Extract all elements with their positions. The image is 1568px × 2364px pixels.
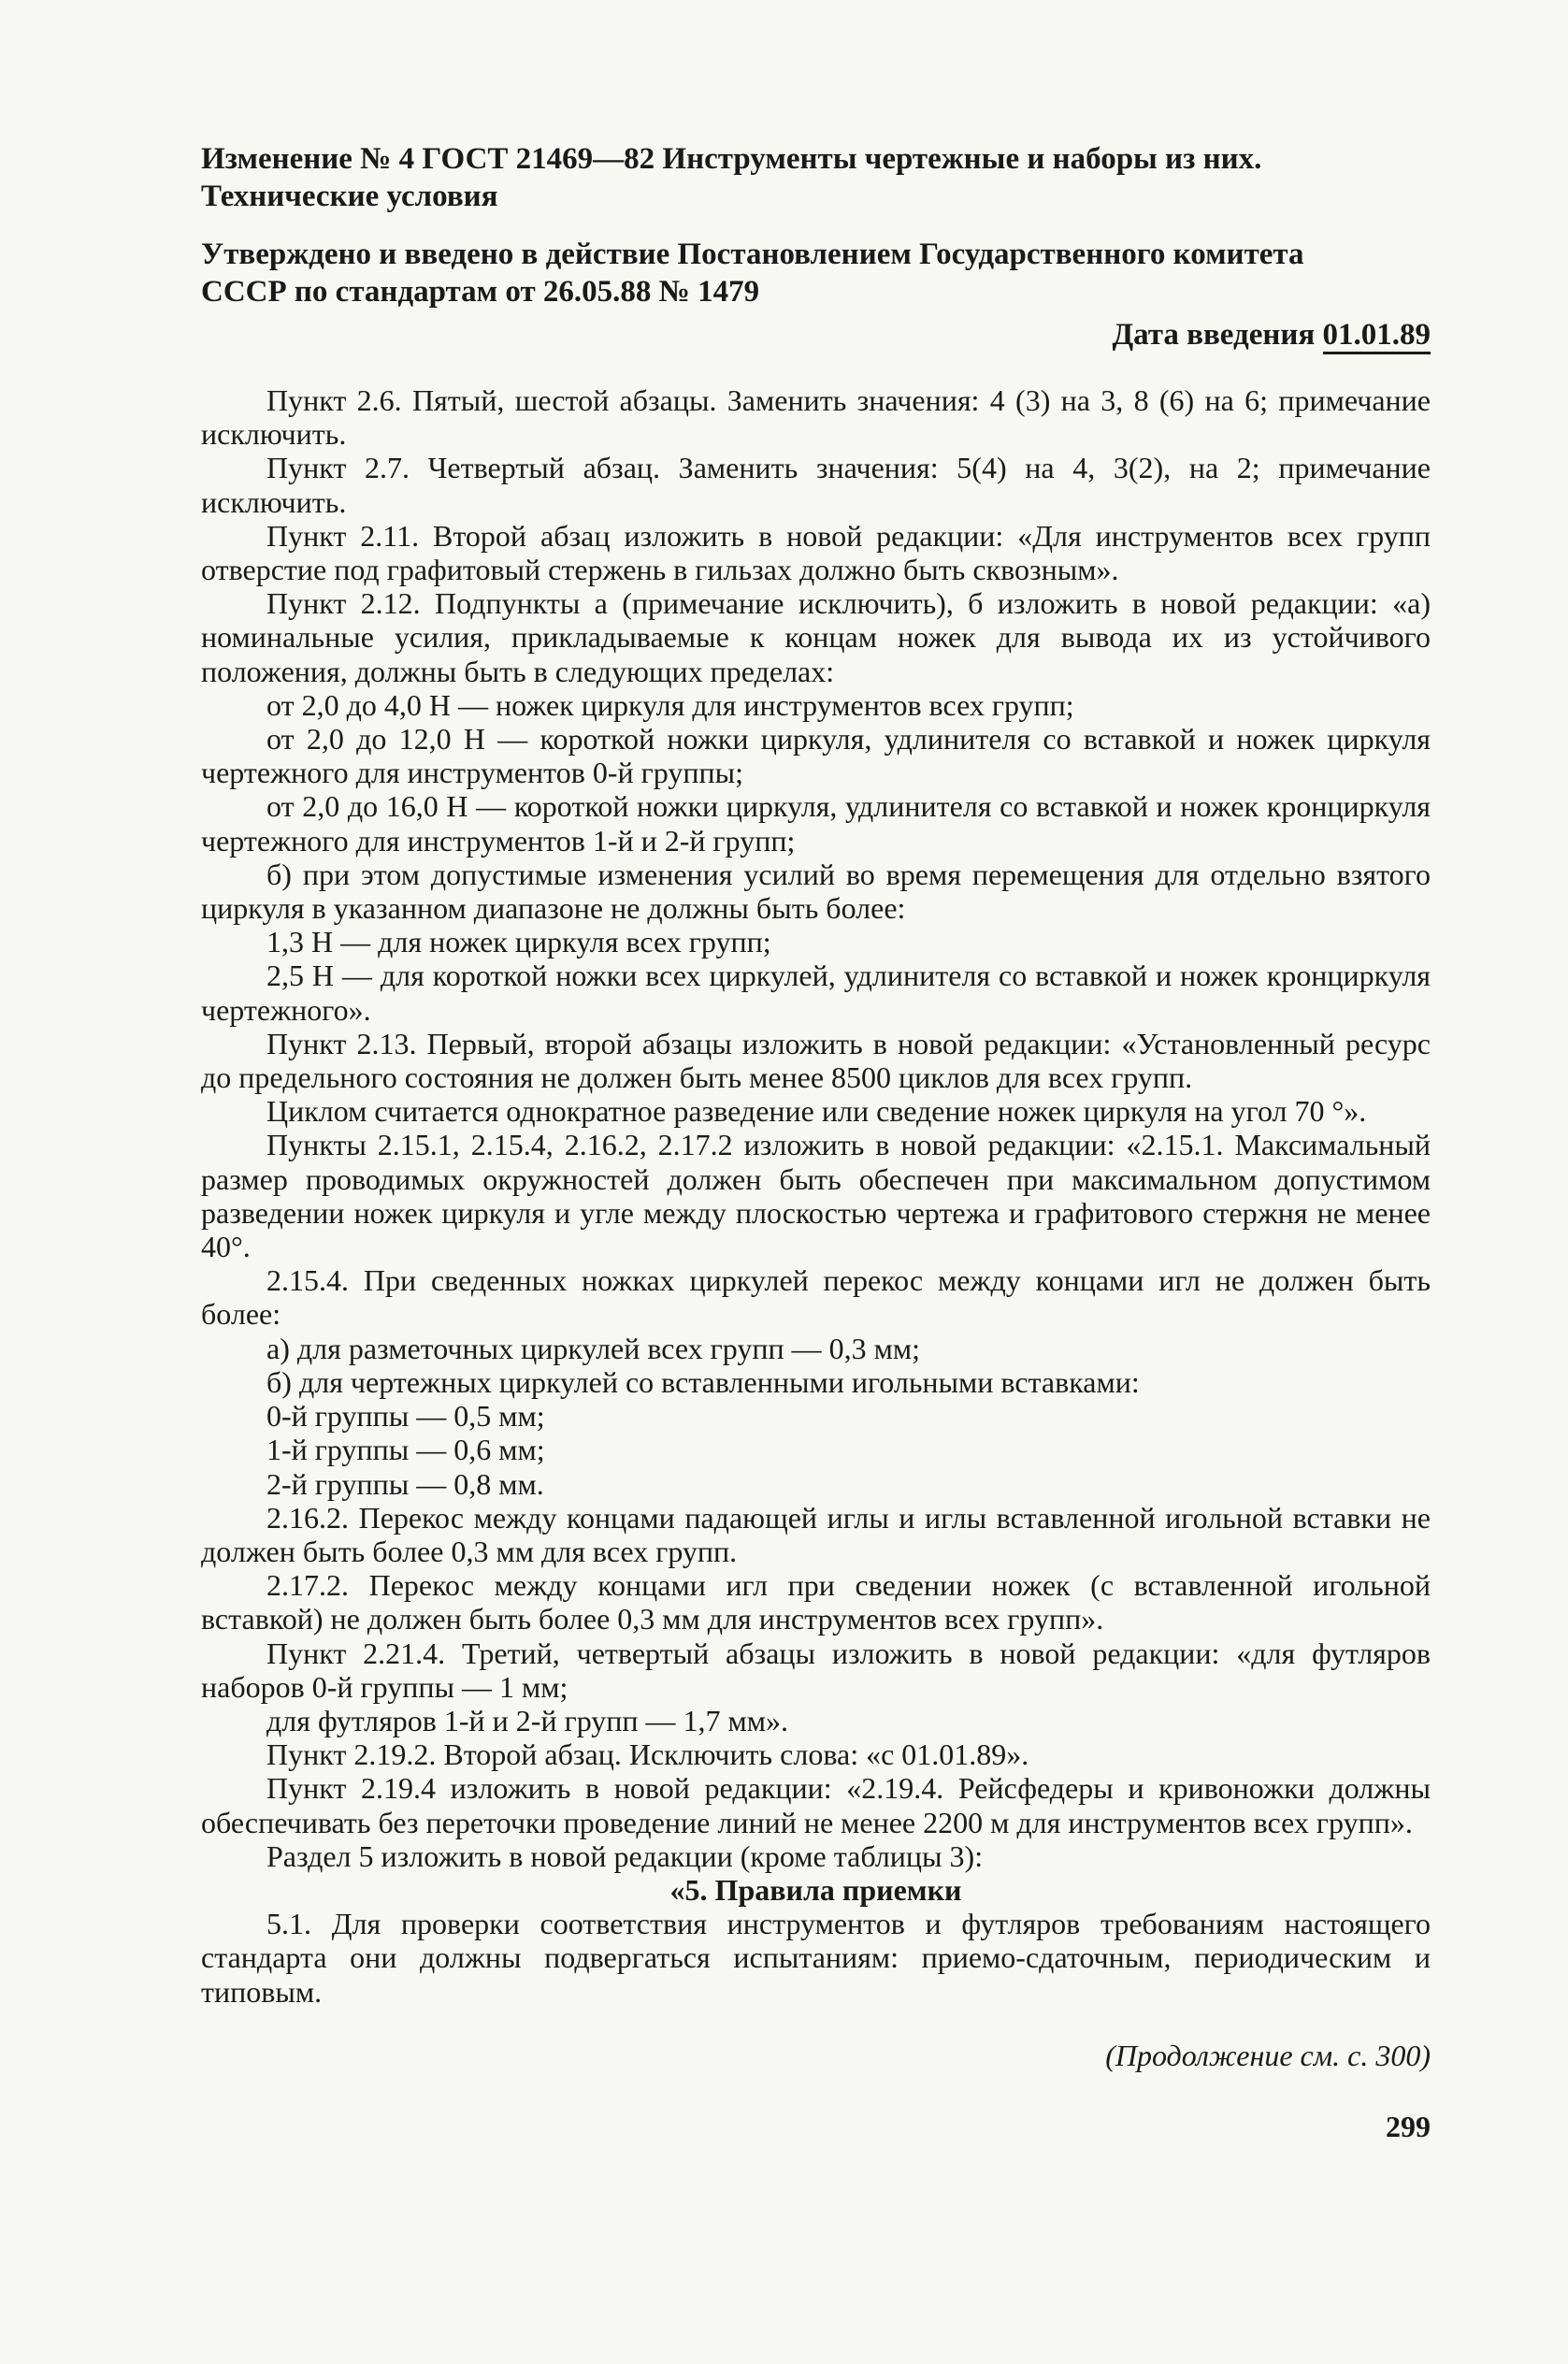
document-body (201, 383, 1431, 2009)
body-paragraph: 1-й группы — 0,6 мм; (266, 1433, 545, 1467)
body-paragraph: 2.17.2. Перекос между концами игл при сведении ножек (с вставленной игольной вставкой) не должен быть более 0,3 мм для инструментов всех групп». (201, 1568, 1431, 1636)
document-title (201, 140, 1431, 215)
page-number: 299 (1386, 2109, 1431, 2143)
body-paragraph: Пункт 2.12. Подпункты а (примечание исключить), б изложить в новой редакции: «а) номинальные усилия, прикладываемые к концам ножек для вывода их из устойчивого положения, должны быть в следующих пределах: (201, 586, 1431, 688)
introduction-date-value: 01.01.89 (1323, 318, 1431, 354)
body-paragraph: Пункт 2.11. Второй абзац изложить в новой редакции: «Для инструментов всех групп отверстие под графитовый стержень в гильзах должно быть сквозным». (201, 518, 1431, 587)
approval-line: Утверждено и введено в действие Постановлением Государственного комитета (201, 238, 1304, 271)
approval-statement (201, 236, 1431, 310)
body-paragraph: для футляров 1-й и 2-й групп — 1,7 мм». (266, 1703, 789, 1737)
body-paragraph: 2.15.4. При сведенных ножках циркулей перекос между концами игл не должен быть более: (201, 1263, 1431, 1332)
body-paragraph: Циклом считается однократное разведение или сведение ножек циркуля на угол 70 °». (266, 1094, 1367, 1129)
body-paragraph: от 2,0 до 16,0 Н — короткой ножки циркуля, удлинителя со вставкой и ножек кронциркуля чертежного для инструментов 1-й и 2-й групп; (201, 789, 1431, 858)
body-paragraph: б) для чертежных циркулей со вставленными игольными вставками: (266, 1364, 1140, 1399)
body-paragraph: от 2,0 до 4,0 Н — ножек циркуля для инструментов всех групп; (266, 687, 1074, 722)
introduction-date-label: Дата введения (1112, 318, 1323, 352)
body-paragraph: Пункт 2.19.2. Второй абзац. Исключить слова: «с 01.01.89». (266, 1737, 1029, 1772)
body-paragraph: б) при этом допустимые изменения усилий во время перемещения для отдельно взятого циркуля в указанном диапазоне не должны быть более: (201, 857, 1431, 926)
body-paragraph: от 2,0 до 12,0 Н — короткой ножки циркуля, удлинителя со вставкой и ножек циркуля чертежного для инструментов 0-й группы; (201, 722, 1431, 790)
body-paragraph: Пункт 2.21.4. Третий, четвертый абзацы изложить в новой редакции: «для футляров наборов 0-й группы — 1 мм; (201, 1636, 1431, 1704)
body-paragraph: 5.1. Для проверки соответствия инструментов и футляров требованиям настоящего стандарта они должны подвергаться испытаниям: приемо-сдаточным, периодическим и типовым. (201, 1907, 1431, 2009)
body-paragraph: Пункт 2.7. Четвертый абзац. Заменить значения: 5(4) на 4, 3(2), на 2; примечание исключить. (201, 451, 1431, 519)
body-paragraph: Пункты 2.15.1, 2.15.4, 2.16.2, 2.17.2 изложить в новой редакции: «2.15.1. Максимальный размер проводимых окружностей должен быть обеспечен при максимальном допустимом разведении ножек циркуля и угле между плоскостью чертежа и графитового стержня не менее 40°. (201, 1128, 1431, 1264)
body-paragraph: 2,5 Н — для короткой ножки всех циркулей, удлинителя со вставкой и ножек кронциркуля чертежного». (201, 959, 1431, 1027)
section-heading: «5. Правила приемки (669, 1872, 962, 1907)
introduction-date (201, 316, 1431, 353)
body-paragraph: а) для разметочных циркулей всех групп — 0,3 мм; (266, 1331, 920, 1365)
title-line: Технические условия (201, 180, 498, 213)
body-paragraph: 1,3 Н — для ножек циркуля всех групп; (266, 925, 771, 959)
body-paragraph: 0-й группы — 0,5 мм; (266, 1399, 545, 1434)
body-paragraph: Пункт 2.13. Первый, второй абзацы изложить в новой редакции: «Установленный ресурс до предельного состояния не должен быть менее 8500 циклов для всех групп. (201, 1026, 1431, 1095)
approval-line: СССР по стандартам от 26.05.88 № 1479 (201, 275, 760, 309)
body-paragraph: Раздел 5 изложить в новой редакции (кроме таблицы 3): (266, 1838, 984, 1873)
continuation-note: (Продолжение см. с. 300) (1105, 2038, 1431, 2072)
body-paragraph: 2.16.2. Перекос между концами падающей иглы и иглы вставленной игольной вставки не должен быть более 0,3 мм для всех групп. (201, 1500, 1431, 1568)
title-line: Изменение № 4 ГОСТ 21469—82 Инструменты чертежные и наборы из них. (201, 142, 1262, 176)
body-paragraph: Пункт 2.6. Пятый, шестой абзацы. Заменить значения: 4 (3) на 3, 8 (6) на 6; примечание исключить. (201, 383, 1431, 452)
document-page (201, 140, 1431, 2145)
body-paragraph: 2-й группы — 0,8 мм. (266, 1466, 544, 1501)
body-paragraph: Пункт 2.19.4 изложить в новой редакции: «2.19.4. Рейсфедеры и кривоножки должны обеспечивать без переточки проведение линий не менее 2200 м для инструментов всех групп». (201, 1771, 1431, 1839)
